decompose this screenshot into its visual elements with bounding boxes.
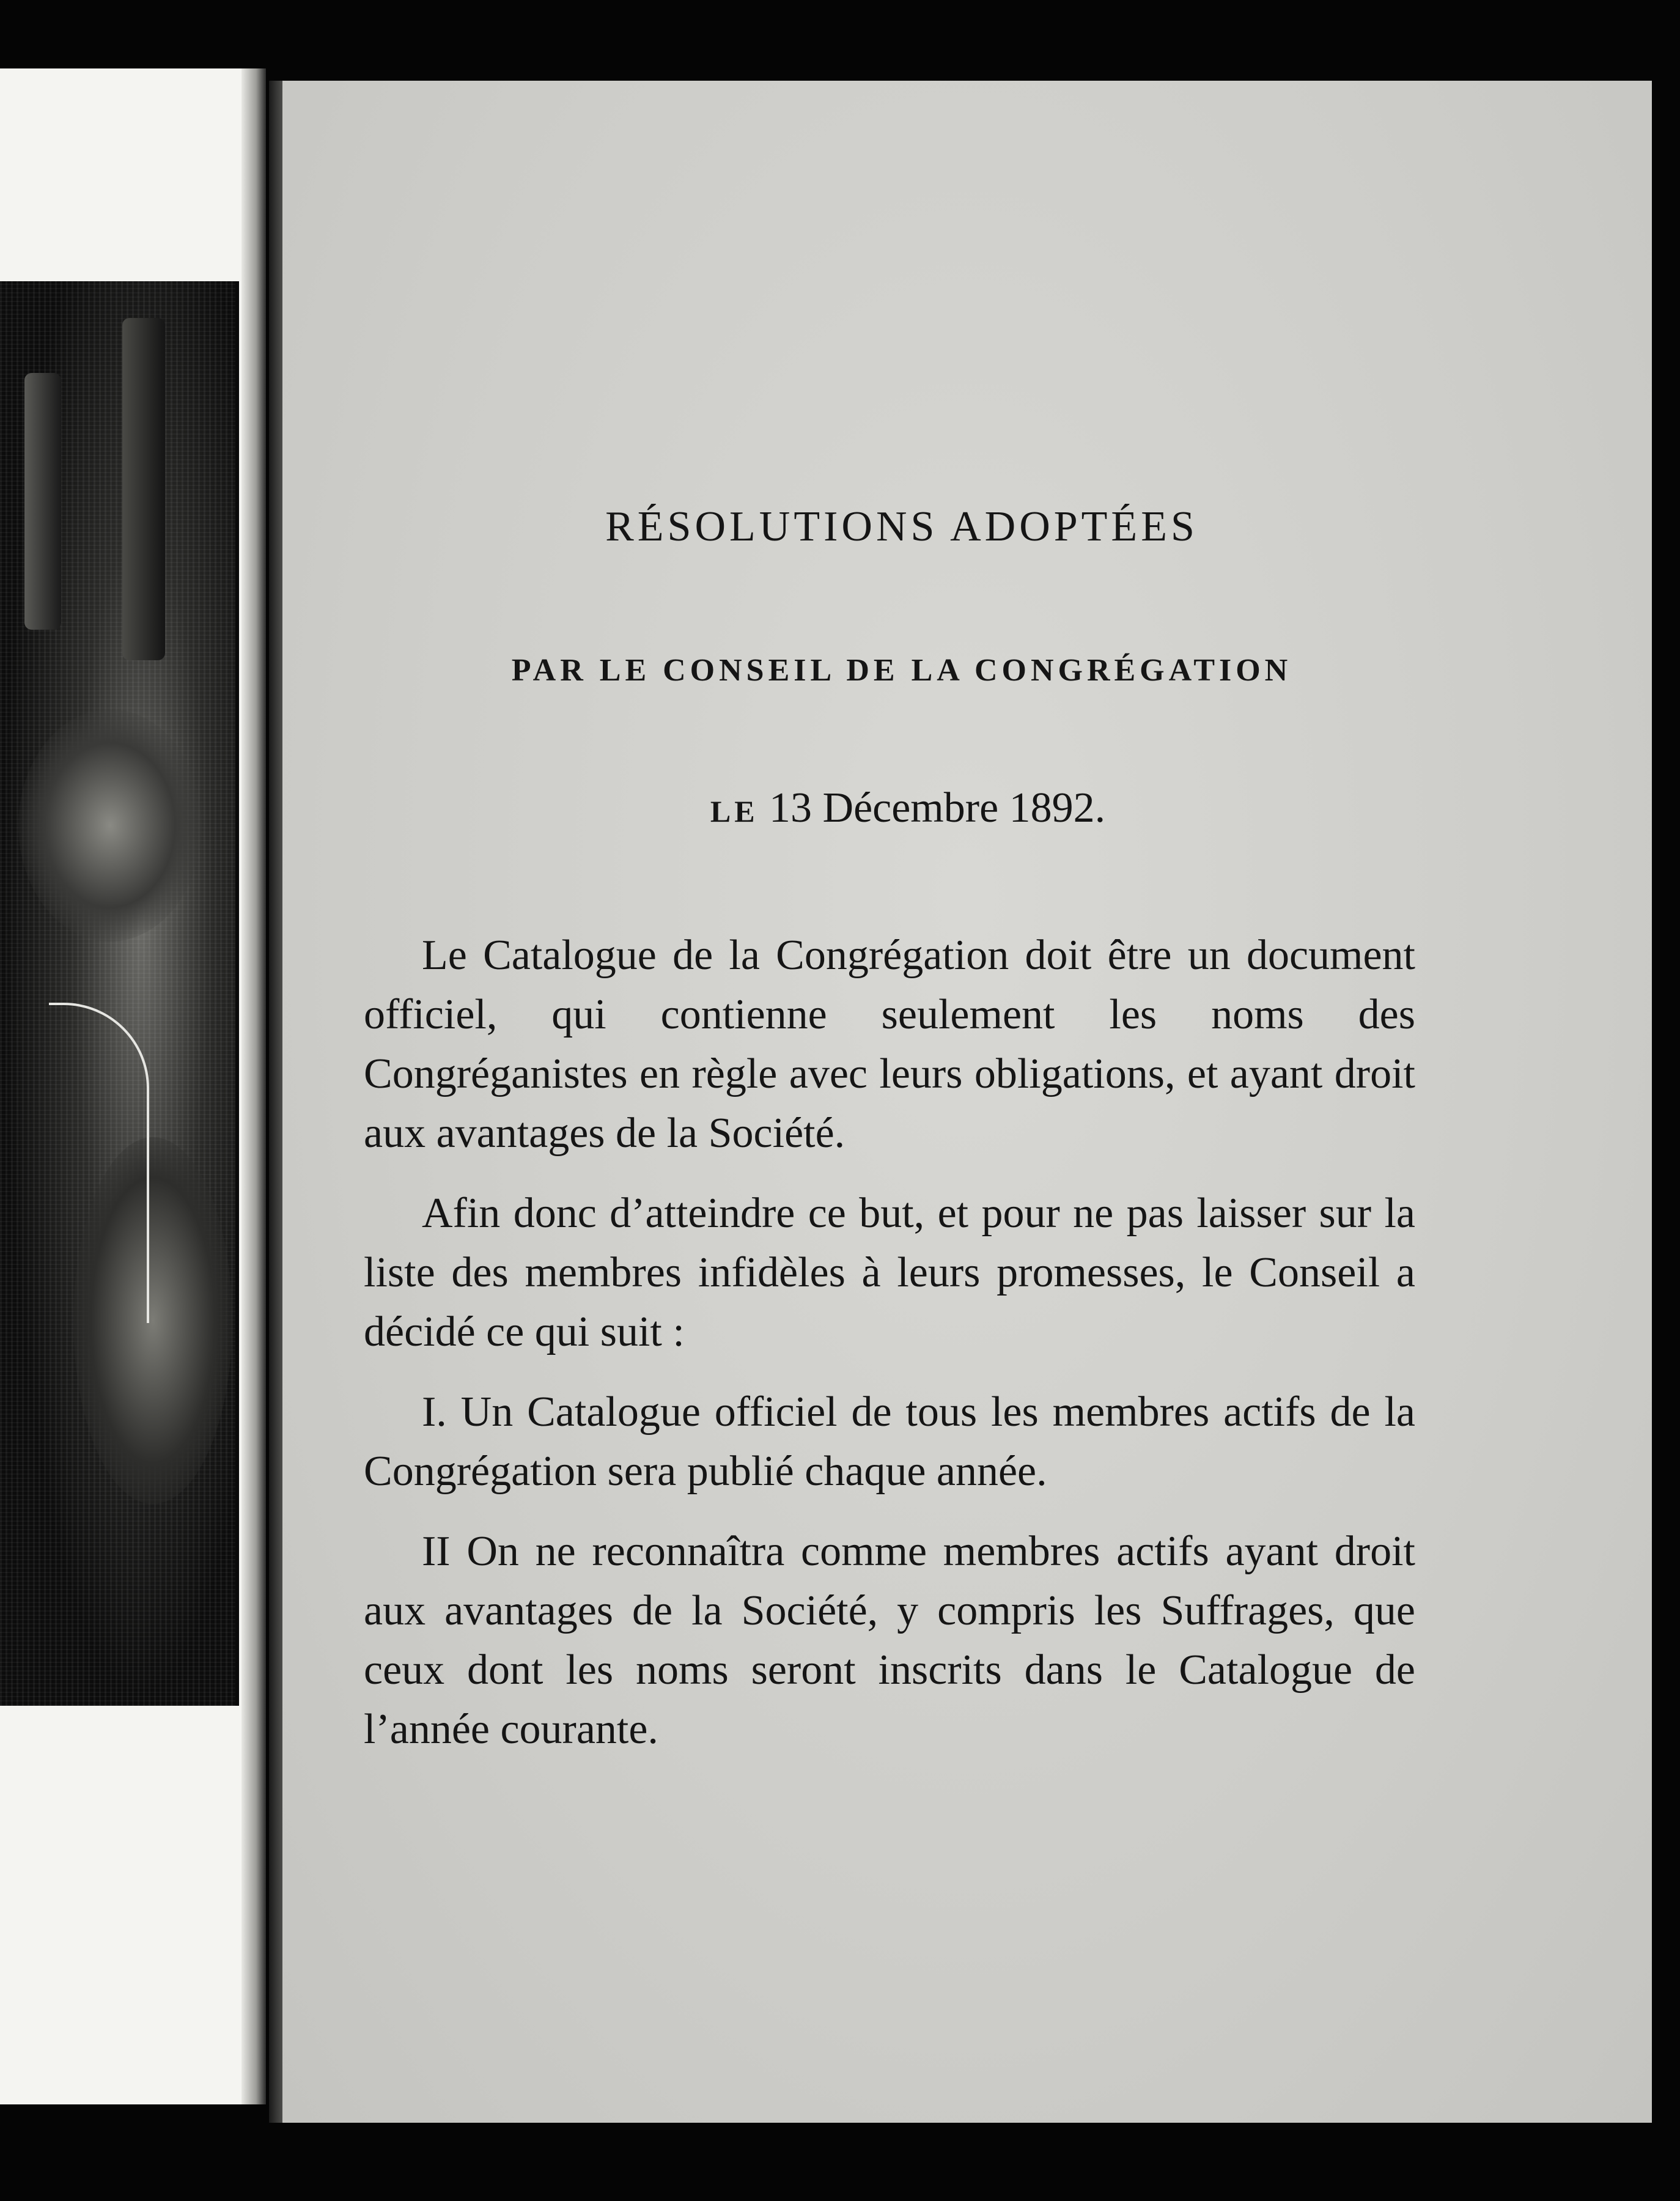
engraving-illustration	[0, 281, 239, 1706]
page-subtitle: PAR LE CONSEIL DE LA CONGRÉGATION	[511, 653, 1292, 688]
date-text: 13 Décembre 1892.	[769, 784, 1106, 832]
engraving-column	[24, 373, 61, 630]
paragraph: I. Un Catalogue officiel de tous les membres actifs de la Congrégation sera publié chaque année.	[364, 1388, 1415, 1495]
paragraph: Le Catalogue de la Congrégation doit être un document officiel, qui contienne seulement les noms des Congréganistes en règle avec leurs obligations, et ayant droit aux avantages de la Société.	[364, 932, 1415, 1157]
engraving-column	[122, 318, 165, 660]
page-title: RÉSOLUTIONS ADOPTÉES	[605, 503, 1198, 550]
engraving-figure	[18, 709, 202, 942]
date-prefix: LE	[710, 794, 759, 829]
paragraph: Afin donc d’atteindre ce but, et pour ne pas laisser sur la liste des membres infidèles à leurs promesses, le Conseil a décidé ce qui suit :	[364, 1190, 1415, 1356]
paragraph: II On ne reconnaîtra comme membres actifs ayant droit aux avantages de la Société, y compris les Suffrages, que ceux dont les noms seront inscrits dans le Catalogue de l’année courante.	[364, 1528, 1415, 1753]
page-text	[364, 501, 1415, 1759]
loose-thread	[49, 1003, 149, 1323]
resolution-date	[364, 783, 1415, 834]
facing-page-edge	[241, 68, 266, 2104]
